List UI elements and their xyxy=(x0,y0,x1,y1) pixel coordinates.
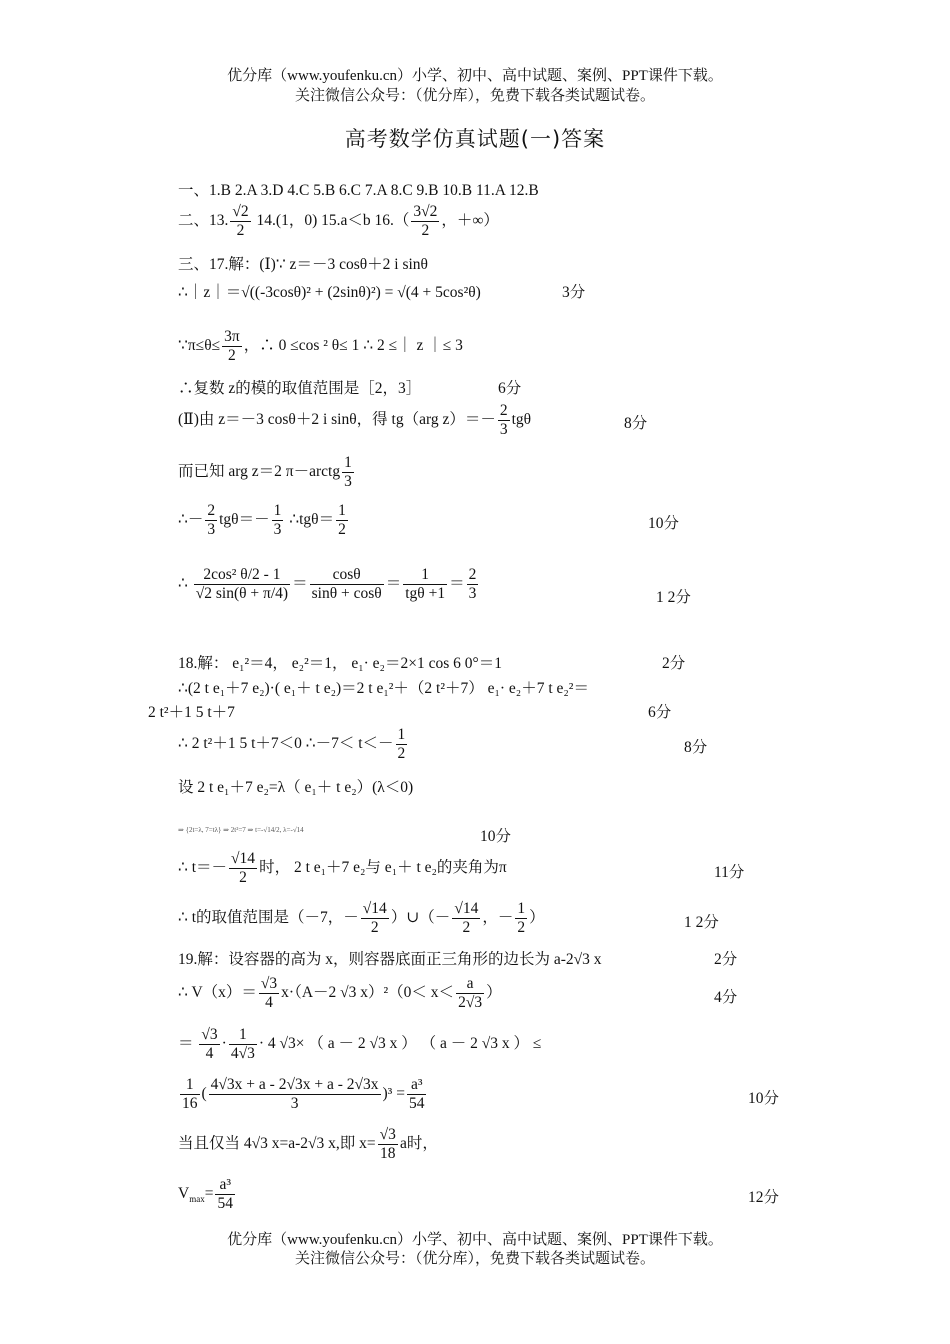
q18-line3: 2 t²＋1 5 t＋7 xyxy=(148,704,235,721)
q18-l7b: 时， 2 t e₁＋7 e₂与 e₁＋ t e₂的夹角为π xyxy=(259,859,507,877)
q16-den: 2 xyxy=(421,222,430,239)
q17-l8-f3-den: tgθ +1 xyxy=(405,585,446,602)
q19-l2b: x·（A－2 √3 x）²（0＜ x＜ xyxy=(281,984,455,1002)
q19-line2 xyxy=(178,975,502,1012)
q17-l5b: tgθ xyxy=(511,411,532,429)
q19-l4-frac1 xyxy=(180,1076,200,1113)
q17-line8: ∴ $\frac{\text{2cos² θ/2 - 1}}{√2 \sin(\theta + \pi/4)}$ ＝ $\frac{\cos\theta}{\sin\theta + \cos\theta}$ ＝ $\frac{1}{\text{tgθ +1}}$ ＝ $\frac{2}{3}$ xyxy=(178,566,477,602)
page-title: 高考数学仿真试题(一)答案 xyxy=(344,127,606,151)
q17-l8-frac4 xyxy=(467,566,479,603)
section1-answers: 一、1.B 2.A 3.D 4.C 5.B 6.C 7.A 8.C 9.B 10.B 11.A 12.B xyxy=(178,182,539,199)
q19-l5-num: √3 xyxy=(379,1126,396,1143)
q18-points-8: 8分 xyxy=(684,739,708,756)
q17-points-6: 6分 xyxy=(498,380,522,397)
q17-line2: ∴｜z｜＝√((-3cosθ)² + (2sinθ)²) = √(4 + 5cos²θ) xyxy=(178,284,481,301)
q19-points-12: 12分 xyxy=(748,1189,780,1206)
q19-points-4: 4分 xyxy=(714,989,738,1006)
q19-l4-den2: 3 xyxy=(290,1095,299,1112)
q17-l8-f2-den: sinθ + cosθ xyxy=(311,585,382,602)
q17-l8-frac3 xyxy=(403,566,447,603)
q18-line2: ∴(2 t e₁＋7 e₂)·( e₁＋ t e₂)＝2 t e₁²＋（2 t²＋7） e₁· e₂＋7 t e₂²＝ xyxy=(178,680,589,697)
q18-l8-den1: 2 xyxy=(370,919,379,936)
q17-l8-f4-num: 2 xyxy=(468,566,477,583)
section2-answers xyxy=(178,203,499,240)
q17-line1: 三、17.解：(Ⅰ)∵ z＝－3 cosθ＋2 i sinθ xyxy=(178,256,428,273)
q18-points-6: 6分 xyxy=(648,704,672,721)
q18-l4-num: 1 xyxy=(397,726,406,743)
q17-l8-f4-den: 3 xyxy=(468,585,477,602)
q19-l4-num2: 4√3x + a - 2√3x + a - 2√3x xyxy=(210,1076,379,1093)
q17-l3-den: 2 xyxy=(228,347,236,364)
q17-line5 xyxy=(178,402,531,439)
q14-15: 14.(1，0) 15.a＜b 16.（ xyxy=(256,212,410,230)
footer-line-1: 优分库（www.youfenku.cn）小学、初中、高中试题、案例、PPT课件下载。 xyxy=(227,1232,723,1248)
q17-l3b: ，∴ 0 ≤cos ² θ≤ 1 ∴ 2 ≤｜ z ｜≤ 3 xyxy=(243,337,463,355)
q17-l7-frac2 xyxy=(272,502,284,539)
q17-line4: ∴复数 z的模的取值范围是［2，3］ xyxy=(178,380,422,397)
q19-l3a: ＝ xyxy=(178,1035,194,1053)
q18-l8a: ∴ t的取值范围是（－7，－ xyxy=(178,909,359,927)
q17-points-12: 1 2分 xyxy=(656,589,691,606)
q18-points-12: 1 2分 xyxy=(684,914,719,931)
q18-l8-frac3 xyxy=(515,900,527,937)
q19-l5-den: 18 xyxy=(380,1145,396,1162)
q17-l8-lead: ∴ xyxy=(178,575,188,593)
q17-l8-f2-num: cosθ xyxy=(310,566,384,585)
q19-l6b: = xyxy=(204,1185,214,1203)
q19-line3: ＝ $\frac{√3}{4}$ · $\frac{1}{4√3}$ · 4 √3× （ a － 2 √3 x ） （ a － 2 √3 x ） ≤ xyxy=(178,1026,542,1062)
header-line-2: 关注微信公众号：（优分库），免费下载各类试题试卷。 xyxy=(294,88,655,104)
q17-l8-f3-num: 1 xyxy=(403,566,447,585)
q17-l7-num1: 2 xyxy=(207,502,216,519)
q17-l7-den3: 2 xyxy=(338,521,346,538)
q19-l2-num: √3 xyxy=(260,975,278,992)
q17-l6-num: 1 xyxy=(344,454,352,471)
q18-l8-num3: 1 xyxy=(517,900,526,917)
q19-l3b: · 4 √3× （ a － 2 √3 x ） （ a － 2 √3 x ） ≤ xyxy=(258,1035,542,1053)
q17-l7-den1: 3 xyxy=(207,521,216,538)
q17-points-10: 10分 xyxy=(648,515,680,532)
q17-l8-frac2 xyxy=(310,566,384,603)
q17-l8-f1-num: 2cos² θ/2 - 1 xyxy=(194,566,290,585)
q18-l7a: ∴ t＝－ xyxy=(178,859,228,877)
q17-l3-frac xyxy=(222,328,242,365)
q17-l5-frac xyxy=(498,402,510,439)
q18-l8-den2: 2 xyxy=(462,919,471,936)
q17-l6-den: 3 xyxy=(344,473,352,490)
q17-l3-num: 3π xyxy=(224,328,240,345)
q19-l3-num1: √3 xyxy=(201,1026,218,1043)
q19-l3-num2: 1 xyxy=(229,1026,257,1045)
q17-l5-num: 2 xyxy=(499,402,508,419)
q19-l6-frac xyxy=(215,1176,235,1213)
q18-line4 xyxy=(178,726,409,763)
q18-l8-frac2 xyxy=(452,900,480,937)
q13-num: √2 xyxy=(232,203,249,220)
q19-l2-den2: 2√3 xyxy=(458,994,483,1011)
q13-den: 2 xyxy=(236,222,245,239)
q17-l7b: tgθ＝－ xyxy=(219,511,270,529)
q18-line5: 设 2 t e₁＋7 e₂=λ（ e₁＋ t e₂）(λ＜0) xyxy=(178,779,414,796)
q18-l8b: ）∪（－ xyxy=(390,909,451,927)
q18-l7-den: 2 xyxy=(239,869,247,886)
q19-l4-den1: 16 xyxy=(182,1095,198,1112)
q19-l4-frac2 xyxy=(209,1076,381,1113)
q19-l2c: ） xyxy=(486,984,502,1002)
q19-l4-den3: 54 xyxy=(408,1095,425,1112)
q17-points-3: 3分 xyxy=(562,284,586,301)
q19-line4: $\frac{1}{16}$ ( $\frac{4√3x + a - 2√3x + a - 2√3x}{3}$ )³ = $\frac{\text{a³}}{54}$ xyxy=(182,1076,425,1112)
q17-l3a: ∵π≤θ≤ xyxy=(178,337,221,355)
q16-num: 3√2 xyxy=(413,203,438,220)
q17-l7c: ∴tgθ＝ xyxy=(285,511,335,529)
q17-l7-num2: 1 xyxy=(273,502,282,519)
q19-l3-den2: 4√3 xyxy=(230,1045,255,1062)
q19-line6 xyxy=(178,1176,237,1213)
q18-l8d: ） xyxy=(529,909,545,927)
q18-l8-num1: √14 xyxy=(362,900,387,917)
q18-line1: 18.解： e₁²＝4， e₂²＝1， e₁· e₂＝2×1 cos 6 0°＝1 xyxy=(178,655,502,672)
header-line-1: 优分库（www.youfenku.cn）小学、初中、高中试题、案例、PPT课件下载。 xyxy=(227,68,723,84)
q18-l8-num2: √14 xyxy=(454,900,479,917)
q19-line5 xyxy=(178,1126,438,1163)
q17-l8-frac1 xyxy=(194,566,290,603)
q17-l7-frac3 xyxy=(336,502,348,539)
q19-l2-num2: a xyxy=(456,975,484,994)
q17-line6 xyxy=(178,454,356,491)
q18-l7-frac xyxy=(229,850,257,887)
q19-l6-den: 54 xyxy=(217,1195,233,1212)
q18-l4a: ∴ 2 t²＋1 5 t＋7＜0 ∴－7＜ t＜－ xyxy=(178,735,394,753)
q18-line7 xyxy=(178,850,507,887)
q18-l8c: ，－ xyxy=(482,909,514,927)
q19-l3-den1: 4 xyxy=(205,1045,214,1062)
q19-l6-sub: max xyxy=(189,1194,205,1205)
q19-l5a: 当且仅当 4√3 x=a-2√3 x,即 x= xyxy=(178,1135,376,1153)
q17-l5-den: 3 xyxy=(499,421,508,438)
q17-line3 xyxy=(178,328,463,365)
q17-l7-frac1 xyxy=(205,502,217,539)
q19-l4-num1: 1 xyxy=(180,1076,200,1095)
q17-points-8: 8分 xyxy=(624,415,648,432)
q16-tail: ，＋∞） xyxy=(441,212,499,230)
q17-l7-den2: 3 xyxy=(273,521,282,538)
q19-l5-frac xyxy=(378,1126,398,1163)
q18-points-10: 10分 xyxy=(480,828,512,845)
q18-l7-num: √14 xyxy=(231,850,256,867)
q18-l4-den: 2 xyxy=(397,745,406,762)
q19-l5b: a时， xyxy=(399,1135,438,1153)
q17-l6-frac xyxy=(342,454,354,491)
s2-lead: 二、13. xyxy=(178,212,229,230)
q19-l4-num3: a³ xyxy=(407,1076,427,1095)
q18-l4-frac xyxy=(396,726,408,763)
q18-line6-small: ⇒ {2t=λ, 7=tλ} ⇒ 2t²=7 ⇒ t=-√14/2, λ=-√14 xyxy=(178,826,304,834)
q17-l8-f1-den: √2 sin(θ + π/4) xyxy=(195,585,289,602)
q17-l7-num3: 1 xyxy=(338,502,346,519)
q18-points-11: 11分 xyxy=(714,864,745,881)
footer-line-2: 关注微信公众号：（优分库），免费下载各类试题试卷。 xyxy=(294,1251,655,1267)
q19-l6-num: a³ xyxy=(215,1176,235,1195)
q19-l6a: V xyxy=(178,1185,190,1203)
q19-l4-frac3 xyxy=(407,1076,427,1113)
q19-l2-den: 4 xyxy=(265,994,273,1011)
q17-line7 xyxy=(178,502,350,539)
q18-points-2: 2分 xyxy=(662,655,686,672)
q19-l3-frac1 xyxy=(199,1026,219,1063)
q19-l2-frac2 xyxy=(456,975,484,1012)
q19-line1: 19.解：设容器的高为 x，则容器底面正三角形的边长为 a-2√3 x xyxy=(178,951,602,968)
q19-l2a: ∴ V（x）＝ xyxy=(178,984,257,1002)
q19-l3-frac2 xyxy=(229,1026,257,1063)
q19-l2-frac1 xyxy=(259,975,279,1012)
q19-points-2: 2分 xyxy=(714,951,738,968)
q17-l7a: ∴－ xyxy=(178,511,204,529)
q17-l6a: 而已知 arg z＝2 π－arctg xyxy=(178,463,341,481)
q19-points-10: 10分 xyxy=(748,1090,780,1107)
q13-fraction xyxy=(230,203,250,240)
q18-l8-den3: 2 xyxy=(517,919,526,936)
q18-line8 xyxy=(178,900,545,937)
q17-l5a: (Ⅱ)由 z＝－3 cosθ＋2 i sinθ，得 tg（arg z）＝－ xyxy=(178,411,496,429)
q18-l8-frac1 xyxy=(361,900,389,937)
q16-fraction xyxy=(411,203,439,240)
